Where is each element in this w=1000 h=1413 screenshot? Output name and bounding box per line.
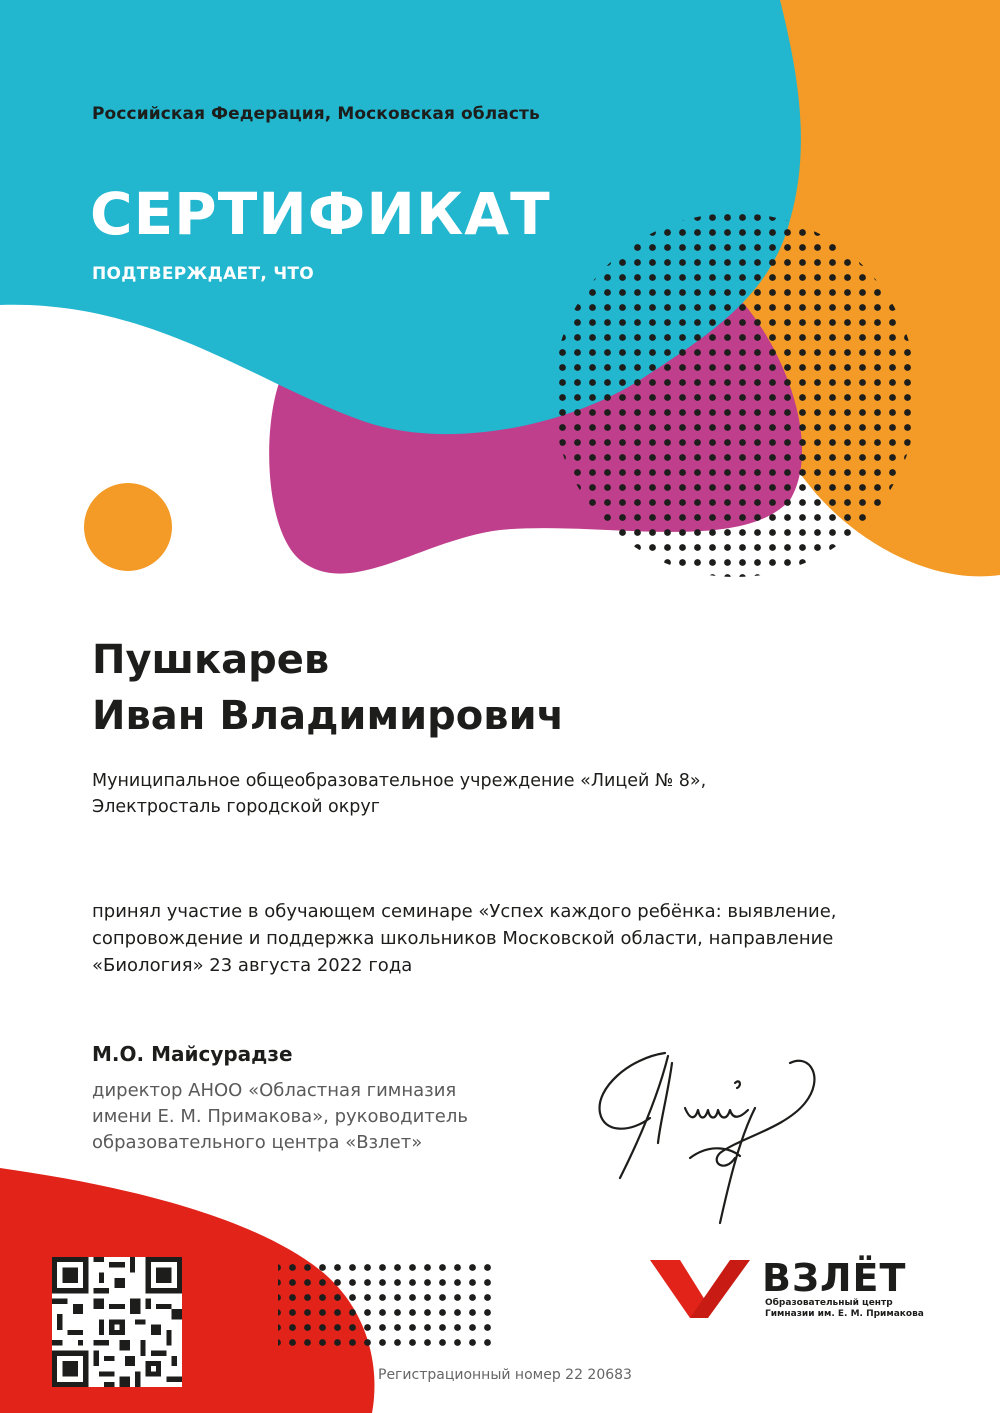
logo-subtitle: [765, 1298, 924, 1320]
logo-subtitle-line: Образовательный центр: [765, 1298, 893, 1308]
institution-line: Электросталь городской округ: [92, 797, 380, 817]
position-line: имени Е. М. Примакова», руководитель: [92, 1106, 468, 1127]
region-line: Российская Федерация, Московская область: [92, 104, 540, 124]
certificate-title: СЕРТИФИКАТ: [90, 180, 551, 248]
signature-icon: [590, 1048, 830, 1238]
position-line: директор АНОО «Областная гимназия: [92, 1080, 457, 1101]
logo-subtitle-line: Гимназии им. Е. М. Примакова: [765, 1309, 924, 1319]
statement-line: «Биология» 23 августа 2022 года: [92, 955, 413, 976]
dot-pattern-band: [278, 1260, 496, 1352]
small-orange-circle: [84, 483, 172, 571]
position-line: образовательного центра «Взлет»: [92, 1132, 423, 1153]
signatory-name: М.О. Майсурадзе: [92, 1042, 293, 1066]
qr-code-icon: [52, 1257, 182, 1387]
certificate-subtitle: ПОДТВЕРЖДАЕТ, ЧТО: [92, 264, 315, 284]
logo-name: ВЗЛЁТ: [762, 1256, 907, 1300]
vzlet-v-logo-icon: [650, 1258, 750, 1318]
registration-number: Регистрационный номер 22 20683: [378, 1367, 632, 1383]
signatory-position: [92, 1078, 468, 1156]
recipient-institution: [92, 768, 706, 820]
statement-line: сопровождение и поддержка школьников Московской области, направление: [92, 928, 834, 949]
institution-line: Муниципальное общеобразовательное учреждение «Лицей № 8»,: [92, 771, 707, 791]
recipient-given-names: Иван Владимирович: [92, 693, 565, 739]
participation-statement: [92, 898, 837, 979]
recipient-surname: Пушкарев: [92, 637, 330, 683]
statement-line: принял участие в обучающем семинаре «Успех каждого ребёнка: выявление,: [92, 901, 837, 922]
